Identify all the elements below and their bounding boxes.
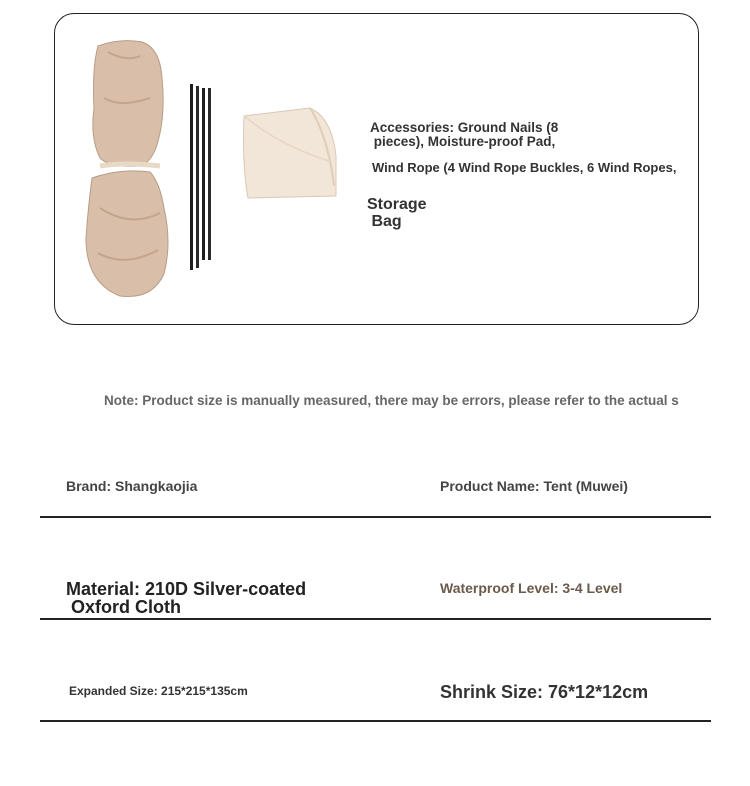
material-line-2: Oxford Cloth — [66, 597, 181, 617]
tent-poles-image — [186, 82, 216, 272]
measurement-note: Note: Product size is manually measured, there may be errors, please refer to the actual s — [104, 393, 679, 408]
product-name-spec: Product Name: Tent (Muwei) — [440, 478, 628, 494]
material-line-1: Material: 210D Silver-coated — [66, 579, 307, 599]
storage-bag-line-2: Bag — [367, 213, 402, 230]
spec-divider-1 — [40, 516, 711, 518]
spec-divider-3 — [40, 720, 711, 722]
accessories-line-1: Accessories: Ground Nails (8 — [370, 120, 559, 135]
material-spec — [66, 580, 306, 616]
spec-divider-2 — [40, 618, 711, 620]
waterproof-spec: Waterproof Level: 3-4 Level — [440, 580, 623, 596]
accessories-line-2: pieces), Moisture-proof Pad, — [370, 134, 556, 149]
storage-bag-label — [367, 196, 427, 230]
storage-bag-image — [240, 106, 338, 200]
accessories-line-3: Wind Rope (4 Wind Rope Buckles, 6 Wind Ropes, — [372, 160, 677, 175]
shrink-size-spec: Shrink Size: 76*12*12cm — [440, 682, 649, 702]
brand-spec: Brand: Shangkaojia — [66, 478, 198, 494]
storage-bag-line-1: Storage — [367, 196, 427, 213]
expanded-size-spec: Expanded Size: 215*215*135cm — [69, 684, 248, 698]
packed-tent-image — [80, 38, 175, 300]
accessories-text — [370, 121, 650, 149]
